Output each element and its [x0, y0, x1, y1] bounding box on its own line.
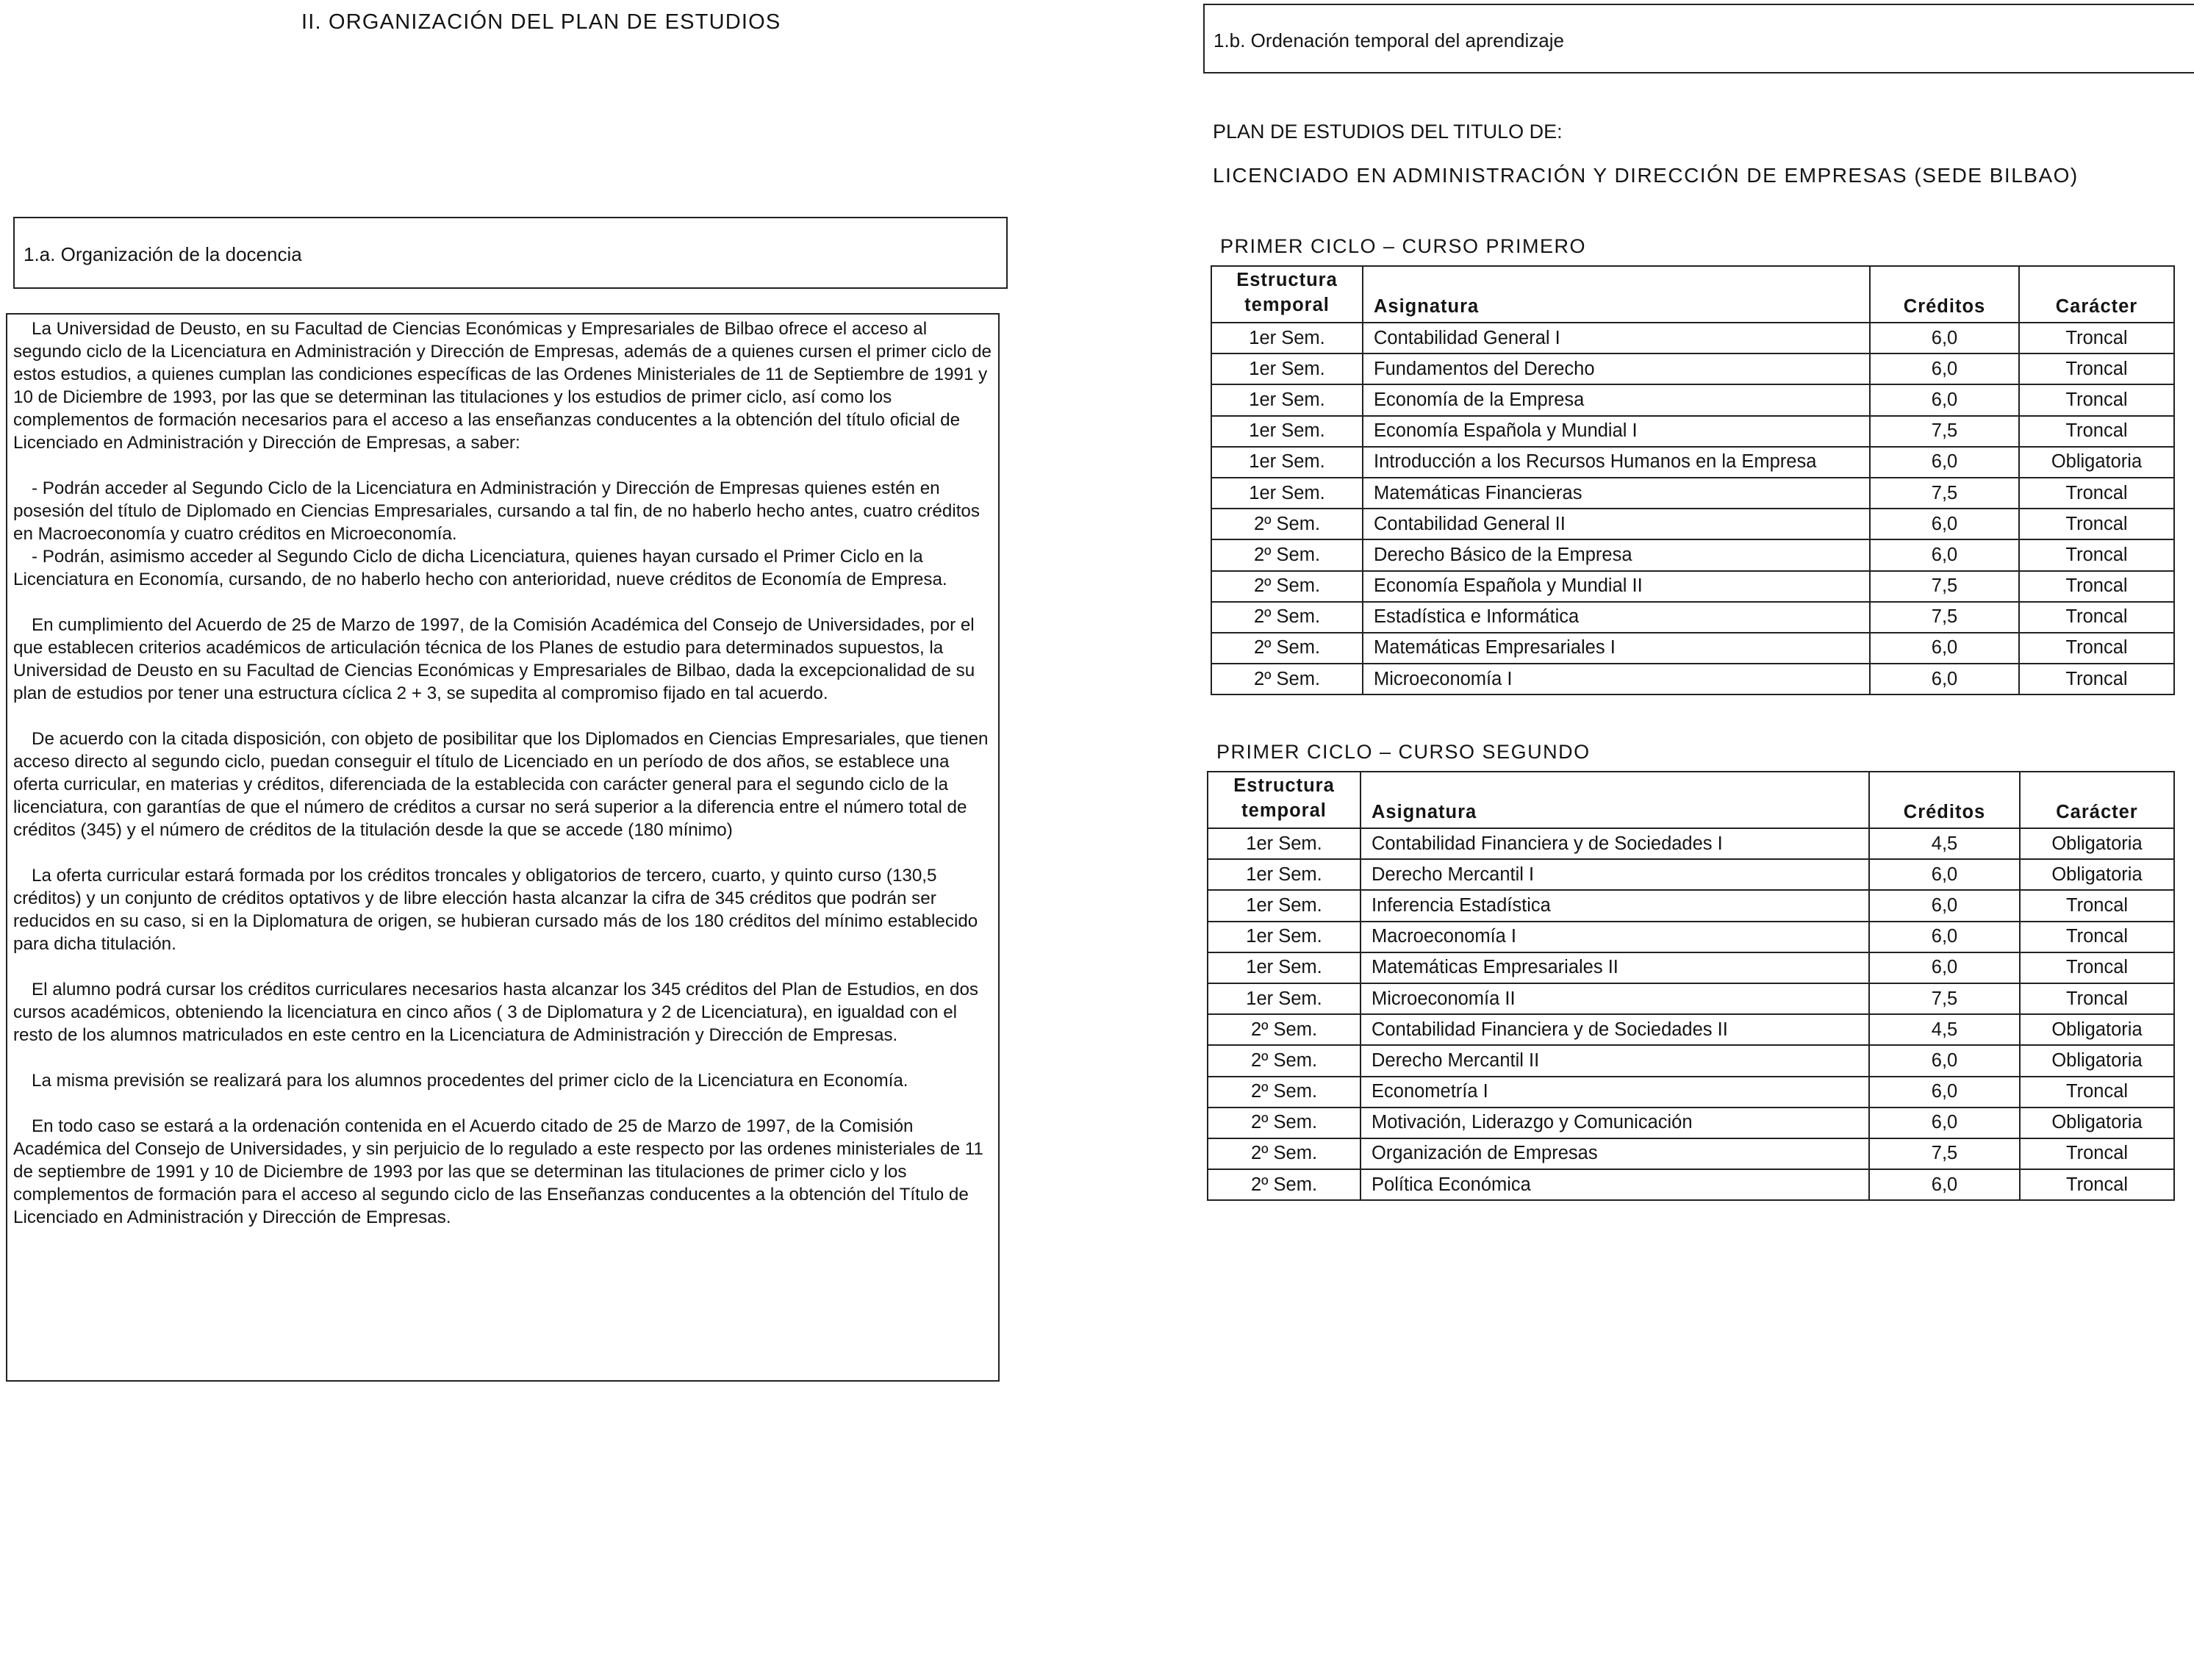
cell-asignatura: Contabilidad General II — [1363, 509, 1870, 539]
cell-creditos: 6,0 — [1869, 952, 2020, 983]
table-row — [1211, 509, 2174, 539]
paragraph-prevision: La misma previsión se realizará para los alumnos procedentes del primer ciclo de la Licenciatura en Economía. — [32, 1071, 908, 1091]
table-row — [1208, 859, 2174, 890]
cell-semestre: 1er Sem. — [1211, 478, 1363, 509]
cell-semestre: 2º Sem. — [1211, 633, 1363, 664]
table-header-row — [1208, 772, 2174, 828]
header-creditos: Créditos — [1870, 266, 2019, 323]
table-row — [1211, 384, 2174, 415]
section-1a-label: 1.a. Organización de la docencia — [24, 243, 302, 265]
table-row — [1211, 478, 2174, 509]
cell-asignatura: Fundamentos del Derecho — [1363, 353, 1870, 384]
cell-creditos: 6,0 — [1870, 633, 2019, 664]
cell-asignatura: Econometría I — [1361, 1077, 1869, 1108]
cell-asignatura: Inferencia Estadística — [1361, 890, 1869, 921]
table-row — [1208, 1014, 2174, 1045]
cell-caracter: Troncal — [2019, 509, 2174, 539]
cell-creditos: 6,0 — [1869, 1108, 2020, 1138]
cell-semestre: 1er Sem. — [1211, 323, 1363, 353]
cell-caracter: Troncal — [2020, 922, 2174, 952]
plan-title: PLAN DE ESTUDIOS DEL TITULO DE: — [1213, 121, 1563, 143]
cell-semestre: 2º Sem. — [1208, 1108, 1361, 1138]
table-row — [1211, 664, 2174, 694]
table-row — [1211, 539, 2174, 570]
cell-semestre: 1er Sem. — [1211, 353, 1363, 384]
paragraph-disposicion: De acuerdo con la citada disposición, con objeto de posibilitar que los Diplomados en Ciencias Empresariales, que tienen acceso directo al segundo ciclo, puedan conseguir el título de Licenciado en un período de dos años, se establece una oferta curricular, en materias y créditos, diferenciada de la establecida con carácter general para el segundo ciclo de la licenciatura, con garantías de que el número de créditos a cursar no será superior a la diferencia entre el número total de créditos (345) y el número de créditos de la titulación desde la que se accede (180 mínimo) — [13, 729, 989, 840]
cell-creditos: 6,0 — [1870, 664, 2019, 694]
cell-asignatura: Contabilidad General I — [1363, 323, 1870, 353]
cell-creditos: 6,0 — [1869, 1045, 2020, 1076]
cell-creditos: 6,0 — [1870, 353, 2019, 384]
cell-caracter: Troncal — [2020, 952, 2174, 983]
cell-creditos: 7,5 — [1869, 983, 2020, 1014]
cell-semestre: 2º Sem. — [1208, 1169, 1361, 1200]
cell-asignatura: Macroeconomía I — [1361, 922, 1869, 952]
curso-segundo-heading: PRIMER CICLO – CURSO SEGUNDO — [1216, 741, 1591, 763]
cell-asignatura: Economía Española y Mundial I — [1363, 416, 1870, 447]
cell-caracter: Troncal — [2020, 1169, 2174, 1200]
cell-asignatura: Derecho Mercantil I — [1361, 859, 1869, 890]
table-row — [1208, 828, 2174, 859]
cell-creditos: 4,5 — [1869, 828, 2020, 859]
cell-creditos: 7,5 — [1870, 478, 2019, 509]
table-row — [1211, 633, 2174, 664]
curso-primero-body — [1211, 323, 2174, 694]
cell-creditos: 6,0 — [1869, 1169, 2020, 1200]
cell-semestre: 1er Sem. — [1208, 952, 1361, 983]
cell-caracter: Troncal — [2019, 539, 2174, 570]
header-asignatura: Asignatura — [1363, 266, 1870, 323]
cell-creditos: 6,0 — [1870, 447, 2019, 478]
header-caracter: Carácter — [2020, 772, 2174, 828]
cell-caracter: Troncal — [2020, 890, 2174, 921]
cell-asignatura: Microeconomía II — [1361, 983, 1869, 1014]
cell-caracter: Obligatoria — [2019, 447, 2174, 478]
cell-semestre: 1er Sem. — [1208, 890, 1361, 921]
cell-asignatura: Matemáticas Financieras — [1363, 478, 1870, 509]
cell-creditos: 6,0 — [1870, 539, 2019, 570]
table-row — [1208, 1108, 2174, 1138]
cell-caracter: Obligatoria — [2020, 1014, 2174, 1045]
cell-caracter: Troncal — [2019, 664, 2174, 694]
table-header-row — [1211, 266, 2174, 323]
cell-creditos: 7,5 — [1869, 1138, 2020, 1169]
cell-semestre: 2º Sem. — [1211, 539, 1363, 570]
cell-caracter: Obligatoria — [2020, 828, 2174, 859]
cell-asignatura: Motivación, Liderazgo y Comunicación — [1361, 1108, 1869, 1138]
cell-asignatura: Derecho Mercantil II — [1361, 1045, 1869, 1076]
cell-creditos: 6,0 — [1869, 890, 2020, 921]
cell-caracter: Obligatoria — [2020, 859, 2174, 890]
cell-asignatura: Estadística e Informática — [1363, 602, 1870, 633]
cell-semestre: 1er Sem. — [1211, 384, 1363, 415]
paragraph-alumno: El alumno podrá cursar los créditos curriculares necesarios hasta alcanzar los 345 créditos del Plan de Estudios, en dos cursos académicos, obteniendo la licenciatura en cinco años ( 3 de Diplomatura y 2 de Licenciatura), en igualdad con el resto de los alumnos matriculados en este centro en la Licenciatura de Administración y Dirección de Empresas. — [13, 980, 978, 1045]
cell-caracter: Troncal — [2019, 416, 2174, 447]
section-1b-label: 1.b. Ordenación temporal del aprendizaje — [1213, 29, 1564, 51]
cell-asignatura: Matemáticas Empresariales II — [1361, 952, 1869, 983]
cell-asignatura: Microeconomía I — [1363, 664, 1870, 694]
table-row — [1211, 571, 2174, 602]
cell-caracter: Troncal — [2019, 353, 2174, 384]
curso-segundo-body — [1208, 828, 2174, 1200]
cell-creditos: 7,5 — [1870, 571, 2019, 602]
cell-creditos: 6,0 — [1870, 509, 2019, 539]
table-row — [1208, 1138, 2174, 1169]
table-row — [1211, 353, 2174, 384]
cell-caracter: Troncal — [2019, 571, 2174, 602]
cell-creditos: 6,0 — [1870, 323, 2019, 353]
cell-semestre: 1er Sem. — [1208, 828, 1361, 859]
cell-caracter: Obligatoria — [2020, 1108, 2174, 1138]
table-row — [1211, 323, 2174, 353]
cell-caracter: Troncal — [2019, 602, 2174, 633]
cell-asignatura: Organización de Empresas — [1361, 1138, 1869, 1169]
paragraph-oferta: La oferta curricular estará formada por los créditos troncales y obligatorios de tercero, cuarto, y quinto curso (130,5 créditos) y un conjunto de créditos optativos y de libre elección hasta alcanzar la cifra de 345 créditos que podrán ser reducidos en su caso, si en la Diplomatura de origen, se hubieran cursado más de los 180 créditos del mínimo establecido para dicha titulación. — [13, 866, 978, 954]
section-1a-box — [13, 217, 1008, 289]
cell-caracter: Troncal — [2020, 1138, 2174, 1169]
table-row — [1208, 922, 2174, 952]
table-row — [1208, 890, 2174, 921]
curso-primero-table — [1211, 265, 2175, 695]
table-row — [1211, 416, 2174, 447]
header-estructura: Estructura temporal — [1208, 772, 1361, 828]
cell-semestre: 2º Sem. — [1208, 1138, 1361, 1169]
cell-caracter: Troncal — [2019, 478, 2174, 509]
table-row — [1208, 952, 2174, 983]
paragraph-ordenacion: En todo caso se estará a la ordenación contenida en el Acuerdo citado de 25 de Marzo de 1997, de la Comisión Académica del Consejo de Universidades, y sin perjuicio de lo regulado a este respecto por las ordenes ministeriales de 11 de septiembre de 1991 y 10 de Diciembre de 1993 por las que se determinan las titulaciones de primer ciclo y los complementos de formación para el acceso al segundo ciclo de las Enseñanzas conducentes a la obtención del Título de Licenciado en Administración y Dirección de Empresas. — [13, 1116, 983, 1227]
curso-primero-heading: PRIMER CICLO – CURSO PRIMERO — [1220, 235, 1587, 257]
cell-asignatura: Contabilidad Financiera y de Sociedades II — [1361, 1014, 1869, 1045]
paragraph-economia: - Podrán, asimismo acceder al Segundo Ciclo de dicha Licenciatura, quienes hayan cursado el Primer Ciclo en la Licenciatura en Economía, cursando, de no haberlo hecho con anterioridad, nueve créditos de Economía de Empresa. — [13, 547, 947, 589]
page-title: II. ORGANIZACIÓN DEL PLAN DE ESTUDIOS — [301, 10, 781, 34]
curso-segundo-table — [1207, 771, 2175, 1201]
cell-asignatura: Matemáticas Empresariales I — [1363, 633, 1870, 664]
cell-semestre: 2º Sem. — [1211, 664, 1363, 694]
cell-semestre: 1er Sem. — [1211, 416, 1363, 447]
cell-caracter: Obligatoria — [2020, 1045, 2174, 1076]
table-row — [1211, 602, 2174, 633]
header-asignatura: Asignatura — [1361, 772, 1869, 828]
cell-semestre: 1er Sem. — [1208, 859, 1361, 890]
cell-semestre: 1er Sem. — [1208, 983, 1361, 1014]
paragraph-acuerdo: En cumplimiento del Acuerdo de 25 de Marzo de 1997, de la Comisión Académica del Consejo de Universidades, por el que establecen criterios académicos de articulación técnica de los Planes de estudio para determinados supuestos, la Universidad de Deusto en su Facultad de Ciencias Económicas y Empresariales de Bilbao, dada la excepcionalidad de su plan de estudios por tener una estructura cíclica 2 + 3, se supedita al compromiso fijado en tal acuerdo. — [13, 615, 975, 703]
cell-asignatura: Política Económica — [1361, 1169, 1869, 1200]
cell-caracter: Troncal — [2019, 384, 2174, 415]
table-row — [1208, 1169, 2174, 1200]
paragraph-diplomados: - Podrán acceder al Segundo Ciclo de la Licenciatura en Administración y Dirección de Empresas quienes estén en posesión del título de Diplomado en Ciencias Empresariales, cursando a tal fin, de no haberlo hecho antes, cuatro créditos en Macroeconomía y cuatro créditos en Microeconomía. — [13, 478, 980, 544]
section-1b-box — [1203, 4, 2194, 73]
cell-semestre: 2º Sem. — [1208, 1077, 1361, 1108]
cell-asignatura: Derecho Básico de la Empresa — [1363, 539, 1870, 570]
cell-semestre: 2º Sem. — [1208, 1045, 1361, 1076]
header-estructura: Estructura temporal — [1211, 266, 1363, 323]
table-row — [1211, 447, 2174, 478]
cell-creditos: 6,0 — [1869, 859, 2020, 890]
cell-caracter: Troncal — [2019, 323, 2174, 353]
paragraph-intro: La Universidad de Deusto, en su Facultad de Ciencias Económicas y Empresariales de Bilbao ofrece el acceso al segundo ciclo de la Licenciatura en Administración y Dirección de Empresas, además de a quienes cursen el primer ciclo de estos estudios, a quienes cumplan las condiciones específicas de las Ordenes Ministeriales de 11 de Septiembre de 1991 y 10 de Diciembre de 1993, por las que se determinan las titulaciones y los estudios de primer ciclo, así como los complementos de formación necesarios para el acceso a las enseñanzas conducentes a la obtención del título oficial de Licenciado en Administración y Dirección de Empresas, a saber: — [13, 319, 992, 453]
header-creditos: Créditos — [1869, 772, 2020, 828]
cell-semestre: 1er Sem. — [1211, 447, 1363, 478]
cell-semestre: 2º Sem. — [1211, 571, 1363, 602]
cell-creditos: 4,5 — [1869, 1014, 2020, 1045]
cell-creditos: 6,0 — [1869, 922, 2020, 952]
degree-title: LICENCIADO EN ADMINISTRACIÓN Y DIRECCIÓN DE EMPRESAS (SEDE BILBAO) — [1213, 164, 2079, 187]
table-row — [1208, 983, 2174, 1014]
cell-caracter: Troncal — [2020, 1077, 2174, 1108]
cell-asignatura: Contabilidad Financiera y de Sociedades I — [1361, 828, 1869, 859]
cell-caracter: Troncal — [2019, 633, 2174, 664]
cell-caracter: Troncal — [2020, 983, 2174, 1014]
cell-semestre: 2º Sem. — [1208, 1014, 1361, 1045]
cell-semestre: 1er Sem. — [1208, 922, 1361, 952]
cell-creditos: 7,5 — [1870, 602, 2019, 633]
cell-asignatura: Economía de la Empresa — [1363, 384, 1870, 415]
cell-asignatura: Introducción a los Recursos Humanos en la Empresa — [1363, 447, 1870, 478]
docencia-text-box — [6, 313, 1000, 1382]
table-row — [1208, 1045, 2174, 1076]
cell-creditos: 6,0 — [1869, 1077, 2020, 1108]
cell-semestre: 2º Sem. — [1211, 509, 1363, 539]
cell-asignatura: Economía Española y Mundial II — [1363, 571, 1870, 602]
cell-creditos: 7,5 — [1870, 416, 2019, 447]
cell-creditos: 6,0 — [1870, 384, 2019, 415]
table-row — [1208, 1077, 2174, 1108]
header-caracter: Carácter — [2019, 266, 2174, 323]
cell-semestre: 2º Sem. — [1211, 602, 1363, 633]
